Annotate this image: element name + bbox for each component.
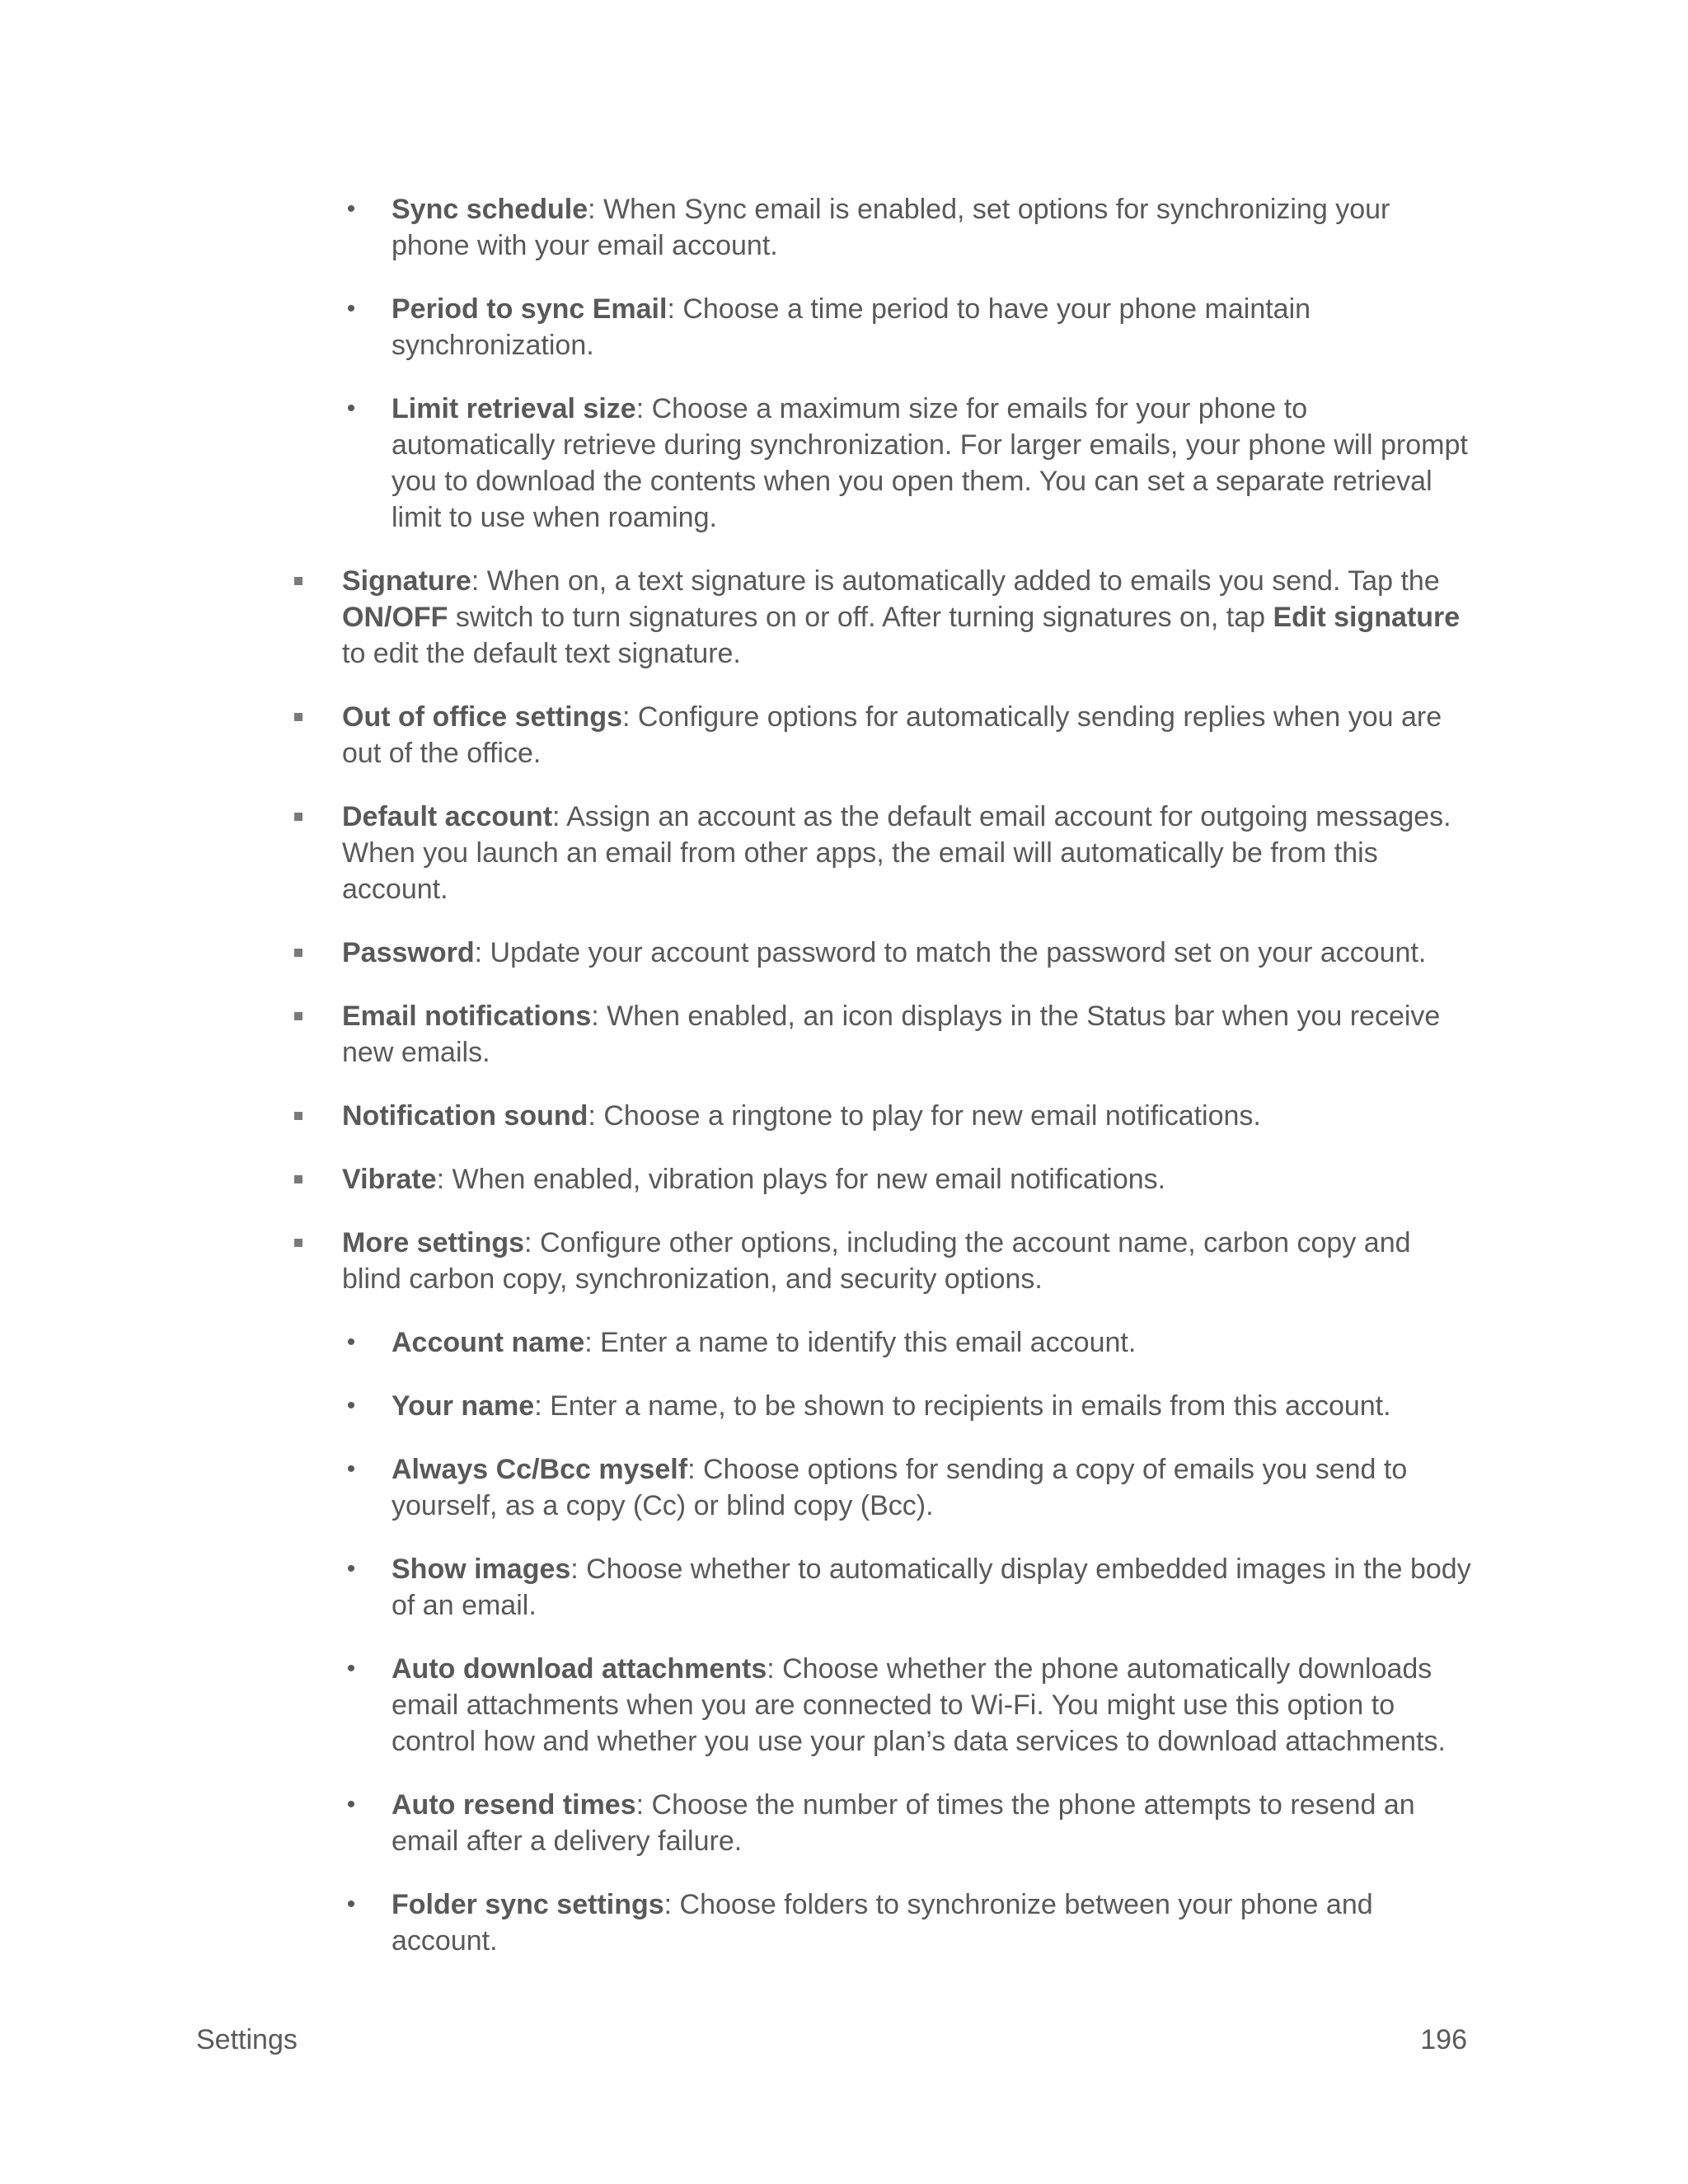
item-title: Auto resend times — [392, 1789, 636, 1821]
list-item-period-to-sync — [0, 291, 1471, 363]
item-title: Show images — [392, 1554, 571, 1585]
item-description: : Configure other options, including the account name, carbon copy and blind carbon copy, synchronization, and security options. — [342, 1227, 1411, 1295]
list-item-vibrate — [0, 1161, 1471, 1197]
item-description: : Choose whether the phone automatically downloads email attachments when you are connected to Wi-Fi. You might use this option to control how and whether you use your plan’s data services to download attachments. — [392, 1653, 1446, 1757]
item-title: More settings — [342, 1227, 525, 1258]
item-title: Vibrate — [342, 1164, 437, 1195]
item-title: Default account — [342, 801, 553, 832]
list-item-always-cc — [0, 1451, 1471, 1524]
list-item-account-name — [0, 1324, 1471, 1361]
edit-signature-label: Edit signature — [1273, 602, 1461, 633]
item-title: Sync schedule — [392, 194, 588, 225]
item-title: Limit retrieval size — [392, 393, 636, 424]
item-title: Your name — [392, 1390, 535, 1422]
item-description: : When on, a text signature is automatically added to emails you send. Tap the — [471, 565, 1440, 597]
square-bullet-icon — [294, 813, 302, 821]
bullet-icon: • — [346, 1329, 356, 1356]
item-description: : Choose whether to automatically display embedded images in the body of an email. — [392, 1554, 1471, 1621]
list-item-more-settings — [0, 1225, 1471, 1297]
list-item-sync-schedule — [0, 191, 1471, 264]
item-title: Account name — [392, 1327, 585, 1358]
square-bullet-icon — [294, 1239, 302, 1247]
list-item-show-images — [0, 1551, 1471, 1624]
bullet-icon: • — [346, 395, 356, 422]
bullet-icon: • — [346, 195, 356, 223]
item-title: Folder sync settings — [392, 1889, 664, 1920]
bullet-icon: • — [346, 1555, 356, 1582]
item-title: Period to sync Email — [392, 293, 668, 325]
list-item-default-account — [0, 799, 1471, 907]
item-description: : Choose the number of times the phone attempts to resend an email after a delivery failure. — [392, 1789, 1415, 1857]
list-item-signature — [0, 563, 1471, 672]
square-bullet-icon — [294, 577, 302, 585]
footer-section-title: Settings — [196, 2024, 298, 2055]
onoff-label: ON/OFF — [342, 602, 448, 633]
item-description: : Enter a name, to be shown to recipients in emails from this account. — [534, 1390, 1391, 1422]
item-description: : Choose a ringtone to play for new email notifications. — [588, 1100, 1261, 1132]
list-item-auto-download — [0, 1651, 1471, 1760]
item-title: Auto download attachments — [392, 1653, 767, 1685]
item-description: : When Sync email is enabled, set options for synchronizing your phone with your email account. — [392, 194, 1390, 261]
bullet-icon: • — [346, 1455, 356, 1483]
list-item-email-notifications — [0, 998, 1471, 1071]
square-bullet-icon — [294, 1175, 302, 1183]
item-title: Always Cc/Bcc myself — [392, 1454, 688, 1485]
item-description-cont: switch to turn signatures on or off. After turning signatures on, tap — [448, 602, 1273, 633]
item-description: : Choose a maximum size for emails for your phone to automatically retrieve during synchronization. For larger emails, your phone will prompt you to download the contents when you open them. You can set a separate retrieval limit to use when roaming. — [392, 393, 1468, 533]
item-description: : Update your account password to match the password set on your account. — [474, 937, 1427, 968]
footer-page-number: 196 — [1420, 2024, 1467, 2055]
item-title: Out of office settings — [342, 701, 622, 733]
bullet-icon: • — [346, 1655, 356, 1682]
list-item-notification-sound — [0, 1098, 1471, 1134]
square-bullet-icon — [294, 1112, 302, 1120]
list-item-out-of-office — [0, 699, 1471, 771]
list-item-folder-sync — [0, 1886, 1471, 1959]
item-description: : Choose options for sending a copy of emails you send to yourself, as a copy (Cc) or blind copy (Bcc). — [392, 1454, 1408, 1521]
square-bullet-icon — [294, 949, 302, 957]
list-item-password — [0, 935, 1471, 971]
settings-list — [0, 191, 1688, 1959]
item-title: Notification sound — [342, 1100, 588, 1132]
square-bullet-icon — [294, 1012, 302, 1020]
item-description: : When enabled, vibration plays for new email notifications. — [436, 1164, 1166, 1195]
bullet-icon: • — [346, 295, 356, 322]
item-description: : Configure options for automatically sending replies when you are out of the office. — [342, 701, 1442, 769]
list-item-limit-retrieval — [0, 391, 1471, 536]
item-description-end: to edit the default text signature. — [342, 638, 741, 669]
item-description: : When enabled, an icon displays in the Status bar when you receive new emails. — [342, 1001, 1441, 1068]
item-description: : Choose a time period to have your phone maintain synchronization. — [392, 293, 1311, 361]
item-description: : Assign an account as the default email account for outgoing messages. When you launch an email from other apps, the email will automatically be from this account. — [342, 801, 1451, 905]
item-title: Signature — [342, 565, 471, 597]
item-title: Email notifications — [342, 1001, 592, 1032]
square-bullet-icon — [294, 713, 302, 721]
bullet-icon: • — [346, 1392, 356, 1419]
item-title: Password — [342, 937, 475, 968]
list-item-your-name — [0, 1388, 1471, 1424]
bullet-icon: • — [346, 1891, 356, 1918]
item-description: : Choose folders to synchronize between your phone and account. — [392, 1889, 1373, 1957]
bullet-icon: • — [346, 1791, 356, 1818]
list-item-auto-resend — [0, 1787, 1471, 1859]
item-description: : Enter a name to identify this email account. — [584, 1327, 1137, 1358]
